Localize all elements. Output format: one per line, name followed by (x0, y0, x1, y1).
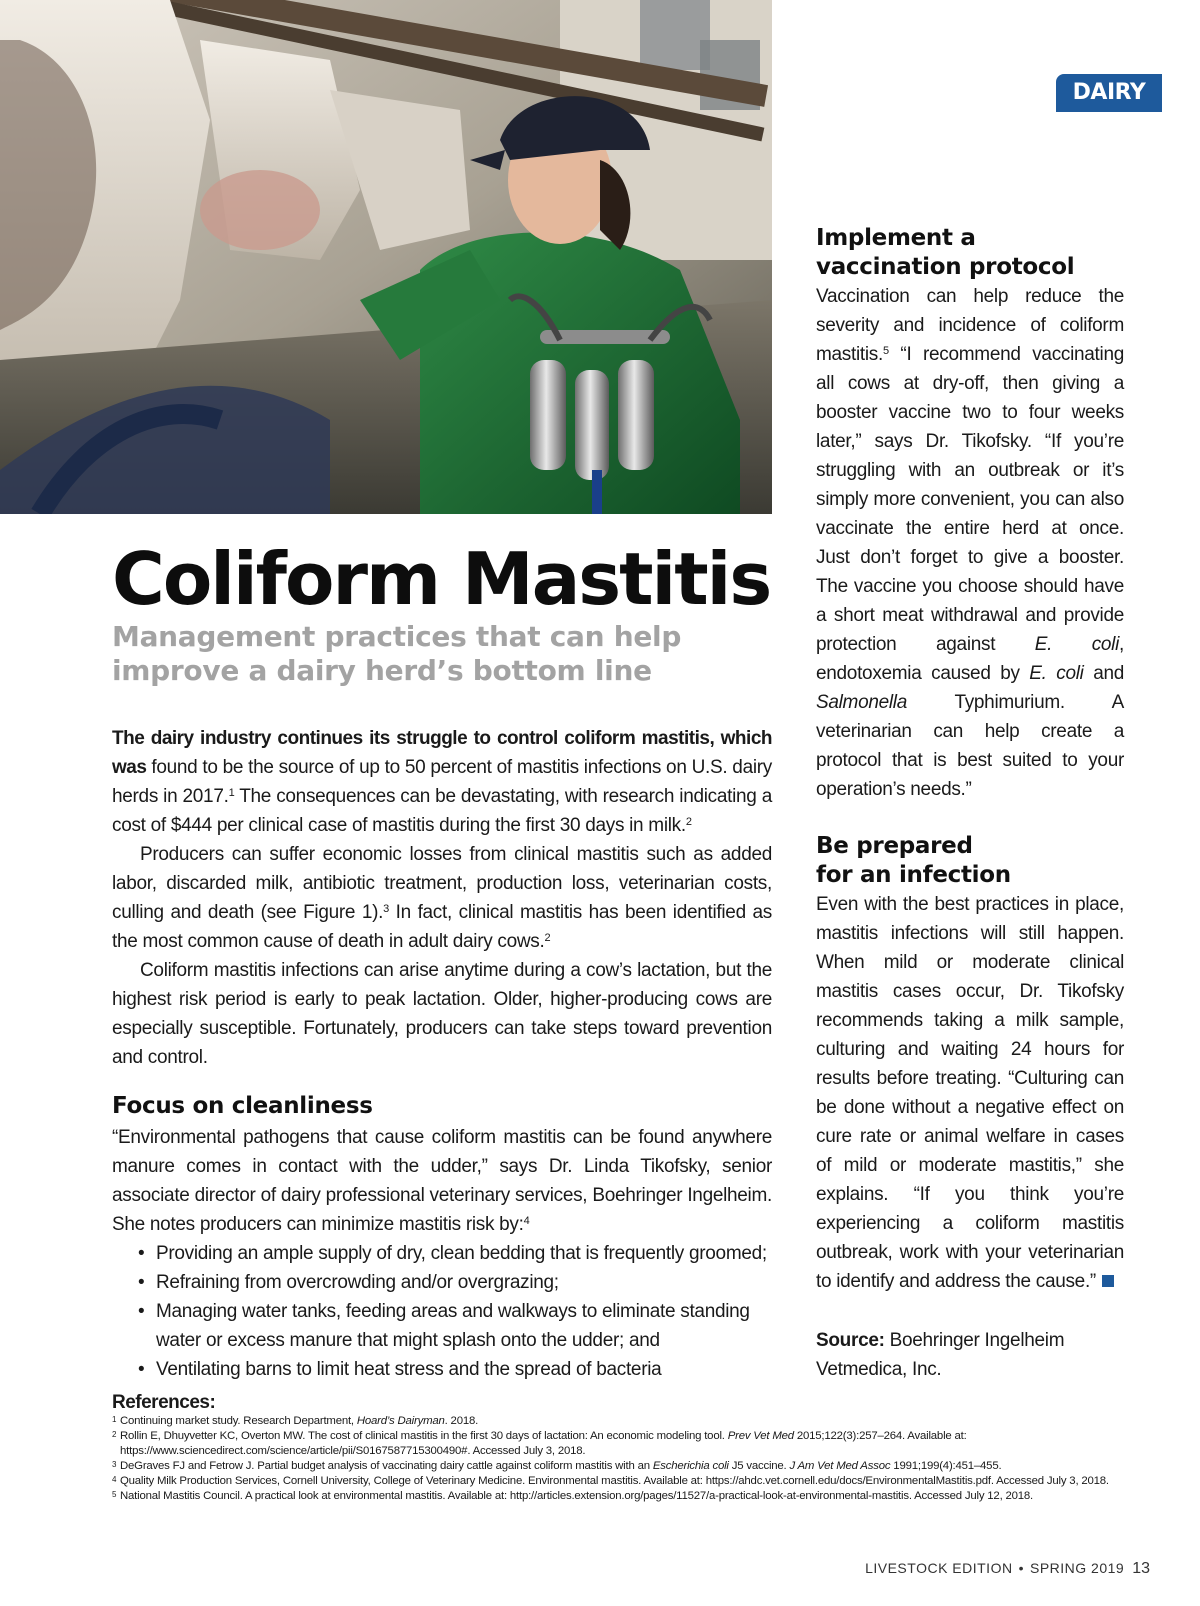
ref-marker: 4 (523, 1215, 530, 1227)
bullet-icon: • (138, 1359, 145, 1380)
intro-text-2: The consequences can be devastating, with research indicating a cost of $444 per clinical case of mastitis during the first 30 days in milk. (112, 786, 772, 836)
cleanliness-paragraph (112, 1123, 772, 1239)
infection-paragraph (816, 890, 1124, 1296)
infection-heading (816, 832, 1124, 890)
reference-item (112, 1414, 1122, 1429)
list-item-text: Refraining from overcrowding and/or overgrazing; (156, 1272, 559, 1293)
reference-number: 5 (112, 1490, 117, 1499)
left-column (112, 724, 772, 1384)
cleanliness-heading: Focus on cleanliness (112, 1093, 373, 1119)
intro-text-1: found to be the source of up to 50 percent of mastitis infections on U.S. dairy herds in 2017. (112, 757, 772, 807)
reference-item (112, 1429, 1122, 1459)
vaccination-text-4: and (1083, 663, 1124, 684)
reference-text: 2015;122(3):257–264. Available at: https://www.sciencedirect.com/science/article/pii/S016758771530049​0#. Accessed July 3, 2018. (120, 1430, 967, 1457)
risk-paragraph: Coliform mastitis infections can arise anytime during a cow’s lactation, but the highest risk period is early to peak lactation. Older, higher-producing cows are especially susceptible. Fortunately, producers can take steps toward prevention and control. (112, 960, 772, 1068)
vaccination-text-1: Vaccination can help reduce the severity and incidence of coliform mastitis. (816, 286, 1124, 365)
reference-text: Rollin E, Dhuyvetter KC, Overton MW. The cost of clinical mastitis in the first 30 days of lactation: An economic modeling tool. (120, 1430, 728, 1442)
bullet-icon: • (138, 1301, 145, 1322)
list-item (112, 1355, 772, 1384)
infection-text: Even with the best practices in place, mastitis infections will still happen. When mild or moderate clinical mastitis cases occur, Dr. Tikofsky recommends taking a milk sample, culturing and waiting 24 hours for results before treating. “Culturing can be done without a negative effect on cure rate or animal welfare in cases of mild or moderate mastitis,” she explains. “If you think you’re experiencing a coliform mastitis outbreak, work with your veterinarian to identify and address the cause.” (816, 894, 1124, 1292)
list-item-text: Ventilating barns to limit heat stress and the spread of bacteria (156, 1359, 662, 1380)
bullet-icon: • (138, 1243, 145, 1264)
reference-item (112, 1489, 1122, 1504)
right-column (816, 224, 1124, 1384)
vaccination-italic-3: Salmonella (816, 692, 907, 713)
reference-italic: Escherichia coli (652, 1460, 729, 1472)
end-mark-icon (1102, 1275, 1114, 1287)
vaccination-text-5: Typhimurium. A veterinarian can help create a protocol that is best suited to your operation’s needs.” (816, 692, 1124, 800)
footer-edition: LIVESTOCK EDITION (865, 1560, 1013, 1576)
source-text: Boehringer Ingelheim Vetmedica, Inc. (816, 1330, 1065, 1380)
vaccination-heading (816, 224, 1124, 282)
source-line (816, 1326, 1124, 1384)
reference-text: Quality Milk Production Services, Cornell University, College of Veterinary Medicine. Environmental mastitis. Available at: https://ahdc.vet.cornell.edu/docs/EnvironmentalMastitis.pdf. Accessed July 3, 2018. (120, 1475, 1109, 1487)
references (112, 1392, 1122, 1504)
reference-italic: Hoard’s Dairyman (356, 1415, 445, 1427)
vaccination-heading-line-2: vaccination protocol (816, 254, 1075, 280)
risk-list (112, 1239, 772, 1384)
article-title: Coliform Mastitis (112, 537, 771, 621)
intro-paragraph (112, 724, 772, 840)
reference-number: 4 (112, 1475, 117, 1484)
ref-marker: 1 (228, 787, 235, 799)
reference-text: J5 vaccine. (728, 1460, 790, 1472)
page-footer (865, 1558, 1150, 1579)
losses-text-2: In fact, clinical mastitis has been identified as the most common cause of death in adult dairy cows. (112, 902, 772, 952)
reference-item (112, 1474, 1122, 1489)
vaccination-italic-1: E. coli (1034, 634, 1120, 655)
losses-paragraph (112, 840, 772, 956)
footer-separator: • (1018, 1560, 1024, 1576)
page-number: 13 (1132, 1560, 1150, 1577)
list-item (112, 1268, 772, 1297)
hero-photo (0, 0, 772, 514)
losses-text-1: Producers can suffer economic losses from clinical mastitis such as added labor, discarded milk, antibiotic treatment, production loss, veterinarian costs, culling and death (see Figure 1). (112, 844, 772, 923)
article-subtitle: Management practices that can help improve a dairy herd’s bottom line (112, 620, 682, 687)
reference-text: 1991;199(4):451–455. (890, 1460, 1002, 1472)
ref-marker: 2 (544, 932, 551, 944)
reference-item (112, 1459, 1122, 1474)
cleanliness-text: “Environmental pathogens that cause coliform mastitis can be found anywhere manure comes in contact with the udder,” says Dr. Linda Tikofsky, senior associate director of dairy professional veterinary services, Boehringer Ingelheim. She notes producers can minimize mastitis risk by: (112, 1127, 772, 1235)
list-item (112, 1239, 772, 1268)
reference-text: Continuing market study. Research Department, (120, 1415, 357, 1427)
bullet-icon: • (138, 1272, 145, 1293)
vaccination-italic-2: E. coli (1029, 663, 1084, 684)
infection-heading-line-1: Be prepared (816, 833, 973, 859)
section-tag: DAIRY (1056, 74, 1162, 112)
list-item-text: Managing water tanks, feeding areas and walkways to eliminate standing water or excess manure that might splash onto the udder; and (156, 1301, 750, 1351)
list-item-text: Providing an ample supply of dry, clean bedding that is frequently groomed; (156, 1243, 767, 1264)
reference-text: . 2018. (444, 1415, 479, 1427)
vaccination-text-3: , endotoxemia caused by (816, 634, 1124, 684)
source-label: Source: (816, 1330, 885, 1351)
reference-italic: Prev Vet Med (727, 1430, 794, 1442)
footer-season: SPRING 2019 (1029, 1560, 1125, 1576)
reference-number: 3 (112, 1460, 117, 1469)
vaccination-heading-line-1: Implement a (816, 225, 976, 251)
reference-text: National Mastitis Council. A practical look at environmental mastitis. Available at: http://articles.extension.org/pages/11527/a-practical-look-at-environmental-mastitis. Accessed July 12, 2018. (120, 1490, 1034, 1502)
ref-marker: 2 (685, 816, 692, 828)
reference-number: 2 (112, 1430, 117, 1439)
ref-marker: 5 (882, 345, 889, 357)
vaccination-text-2: “I recommend vaccinating all cows at dry-off, then giving a booster vaccine two to four weeks later,” says Dr. Tikofsky. “If you’re struggling with an outbreak or it’s simply more convenient, you can also vaccinate the entire herd at once. Just don’t forget to give a booster. The vaccine you choose should have a short meat withdrawal and provide protection against (816, 344, 1124, 655)
ref-marker: 3 (383, 903, 389, 915)
vaccination-paragraph (816, 282, 1124, 804)
infection-heading-line-2: for an infection (816, 862, 1011, 888)
reference-number: 1 (112, 1415, 117, 1424)
list-item (112, 1297, 772, 1355)
reference-italic: J Am Vet Med Assoc (789, 1460, 891, 1472)
reference-text: DeGraves FJ and Fetrow J. Partial budget analysis of vaccinating dairy cattle against coliform mastitis with an (120, 1460, 653, 1472)
references-heading: References: (112, 1392, 216, 1413)
intro-lead: The dairy industry continues its struggle to control coliform mastitis, which was (112, 728, 772, 778)
